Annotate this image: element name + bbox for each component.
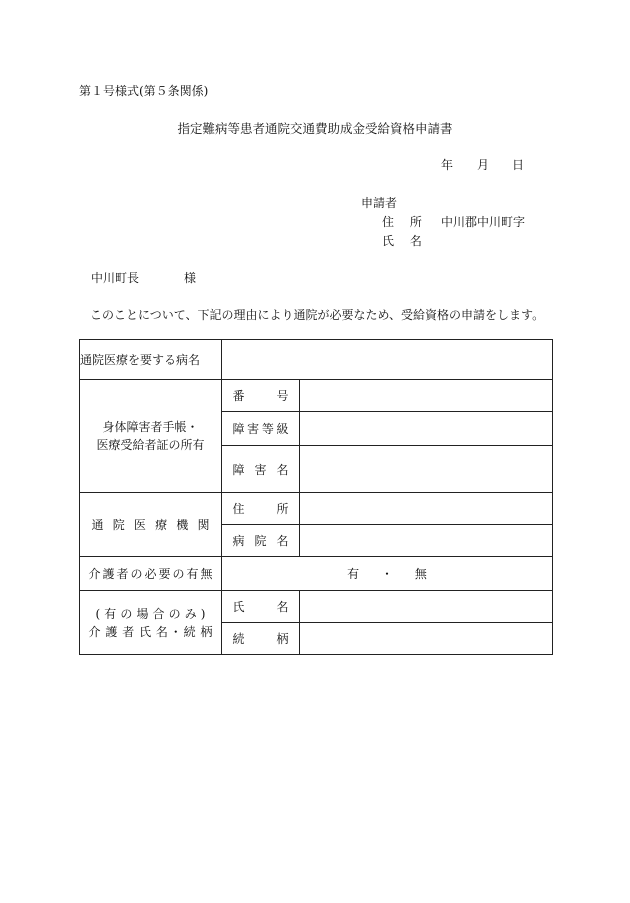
disability-name-label: 障害名 [222, 446, 300, 493]
choice-separator: ・ [380, 567, 393, 581]
form-number-label: 第１号様式(第５条関係) [79, 84, 209, 98]
caregiver-relation-label: 続柄 [222, 623, 300, 655]
disability-grade-field[interactable] [300, 412, 553, 446]
medical-institution-label: 通院医療機関 [80, 493, 222, 557]
hospital-name-label: 病院名 [222, 525, 300, 557]
caregiver-name-field[interactable] [300, 591, 553, 623]
addressee-name: 中川町長 [91, 271, 140, 285]
applicant-address-value: 中川郡中川町字 [441, 215, 526, 229]
institution-address-field[interactable] [300, 493, 553, 525]
table-row [80, 380, 553, 412]
disease-name-label: 通院医療を要する病名 [80, 340, 222, 380]
applicant-address-label: 住 所 [382, 215, 428, 229]
disability-name-field[interactable] [300, 446, 553, 493]
applicant-name-label: 氏 名 [382, 234, 428, 248]
disability-grade-label: 障害等級 [222, 412, 300, 446]
table-row [80, 557, 553, 591]
caregiver-relation-field[interactable] [300, 623, 553, 655]
caregiver-name-label: 氏名 [222, 591, 300, 623]
institution-address-label: 住所 [222, 493, 300, 525]
applicant-label: 申請者 [361, 196, 398, 210]
date-month-label: 月 [477, 158, 490, 172]
caregiver-need-choice[interactable] [222, 557, 553, 591]
certificate-number-field[interactable] [300, 380, 553, 412]
document-title: 指定難病等患者通院交通費助成金受給資格申請書 [177, 121, 453, 136]
date-day-label: 日 [512, 158, 525, 172]
certificate-number-label: 番号 [222, 380, 300, 412]
disease-name-field[interactable] [222, 340, 553, 380]
caregiver-need-label: 介護者の必要の有無 [80, 557, 222, 591]
application-statement: このことについて、下記の理由により通院が必要なため、受給資格の申請をします。 [90, 308, 545, 322]
certificate-ownership-label: 身体障害者手帳・ 医療受給者証の所有 [80, 380, 222, 493]
caregiver-info-label: (有の場合のみ) 介護者氏名･続柄 [80, 591, 222, 655]
hospital-name-field[interactable] [300, 525, 553, 557]
choice-no[interactable]: 無 [414, 567, 427, 581]
date-year-label: 年 [441, 158, 454, 172]
table-row [80, 493, 553, 525]
choice-yes[interactable]: 有 [347, 567, 360, 581]
addressee-honorific: 様 [184, 271, 197, 285]
table-row [80, 591, 553, 623]
application-form-table [79, 339, 553, 655]
table-row [80, 340, 553, 380]
